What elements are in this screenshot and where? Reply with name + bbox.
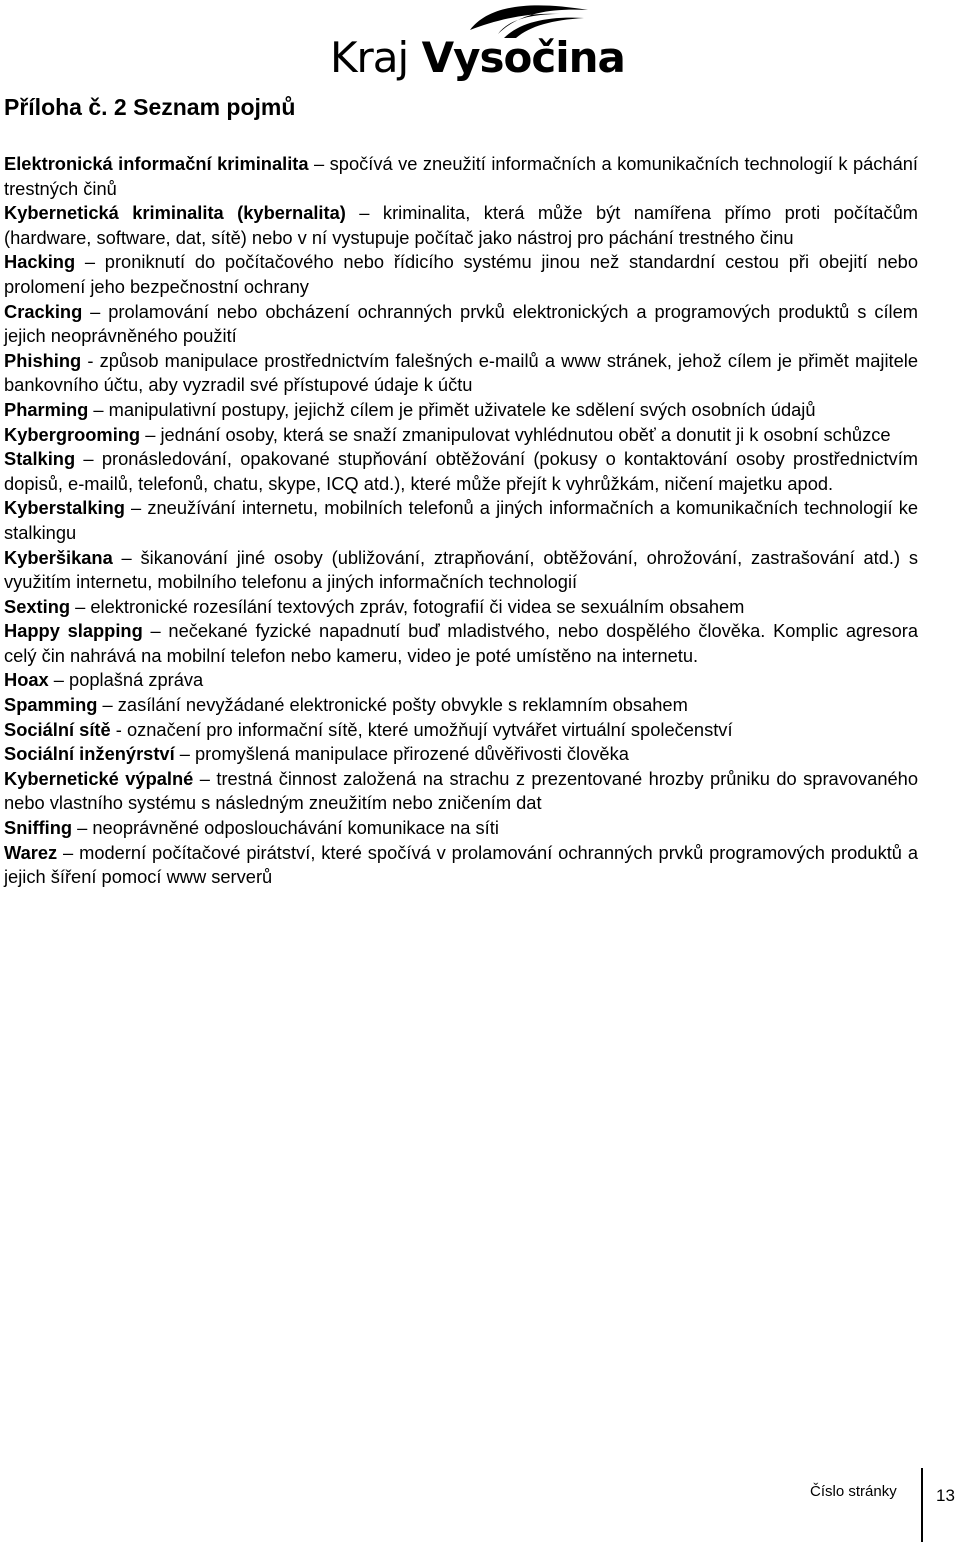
glossary-definition: proniknutí do počítačového nebo řídicího systému jinou než standardní cestou při obejití nebo prolomení jeho bezpečnostní ochrany xyxy=(4,251,918,297)
glossary-entry xyxy=(4,250,918,299)
glossary-list xyxy=(4,152,918,890)
glossary-entry xyxy=(4,447,918,496)
glossary-separator: – xyxy=(75,448,102,470)
glossary-term: Kyberstalking xyxy=(4,497,125,519)
glossary-term: Spamming xyxy=(4,694,98,716)
glossary-definition: elektronické rozesílání textových zpráv, fotografií či videa se sexuálním obsahem xyxy=(90,595,745,617)
glossary-term: Hoax xyxy=(4,669,49,691)
glossary-term: Kybernetická kriminalita (kybernalita) xyxy=(4,202,346,224)
page-number-label: Číslo stránky xyxy=(810,1483,897,1500)
glossary-definition: promyšlená manipulace přirozené důvěřivosti člověka xyxy=(195,743,629,765)
glossary-separator: – xyxy=(48,669,70,691)
glossary-definition: jednání osoby, která se snaží zmanipulovat vyhlédnutou oběť a donutit ji k osobní schůzce xyxy=(160,423,891,445)
glossary-term: Sociální sítě xyxy=(4,718,111,740)
glossary-separator: – xyxy=(82,300,109,322)
glossary-separator: – xyxy=(124,497,148,519)
glossary-separator: – xyxy=(70,595,91,617)
glossary-definition: neoprávněné odposlouchávání komunikace na síti xyxy=(92,817,499,839)
glossary-separator: – xyxy=(72,817,93,839)
glossary-definition: pronásledování, opakované stupňování obtěžování (pokusy o kontaktování osoby prostřednictvím dopisů, e-mailů, telefonů, chatu, skype, ICQ atd.), které může přejít k vyhrůžkám, ničení majetku apod. xyxy=(4,448,918,494)
glossary-definition: moderní počítačové pirátství, které spočívá v prolamování ochranných prvků programových produktů a jejich šíření pomocí www serverů xyxy=(4,841,918,888)
kraj-vysocina-logo xyxy=(330,0,625,84)
page-number: 13 xyxy=(936,1486,955,1505)
glossary-entry xyxy=(4,152,918,201)
glossary-entry xyxy=(4,496,918,545)
glossary-entry xyxy=(4,423,918,448)
glossary-entry xyxy=(4,693,918,718)
glossary-separator: - xyxy=(110,718,127,740)
page-title: Příloha č. 2 Seznam pojmů xyxy=(4,94,296,120)
glossary-term: Elektronická informační kriminalita xyxy=(4,153,309,174)
glossary-term: Kyberšikana xyxy=(4,546,113,568)
glossary-separator: – xyxy=(193,767,217,789)
glossary-definition: způsob manipulace prostřednictvím falešných e-mailů a www stránek, jehož cílem je přimět majitele bankovního účtu, aby vyzradil své přístupové údaje k účtu xyxy=(4,349,918,396)
glossary-entry xyxy=(4,595,918,620)
glossary-entry xyxy=(4,742,918,767)
glossary-definition: kriminalita, která může být namířena přímo proti počítačům (hardware, software, dat, sítě) nebo v ní vystupuje počítač jako nástroj pro páchání trestného činu xyxy=(4,202,918,248)
footer-divider xyxy=(921,1468,923,1542)
glossary-separator: – xyxy=(97,694,118,716)
logo-word-vysocina: Vysočina xyxy=(421,33,625,82)
glossary-term: Kybernetické výpalné xyxy=(4,767,194,789)
glossary-entry xyxy=(4,767,918,816)
glossary-term: Sociální inženýrství xyxy=(4,743,175,765)
glossary-term: Sniffing xyxy=(4,817,73,839)
glossary-definition: trestná činnost založená na strachu z prezentované hrozby průniku do spravovaného nebo vlastního systému s následným zneužitím nebo zničením dat xyxy=(4,767,918,814)
glossary-definition: označení pro informační sítě, které umožňují vytvářet virtuální společenství xyxy=(126,718,733,740)
glossary-term: Warez xyxy=(4,841,58,863)
glossary-entry xyxy=(4,718,918,743)
glossary-separator: – xyxy=(75,251,105,273)
glossary-definition: nečekané fyzické napadnutí buď mladistvého, nebo dospělého člověka. Komplic agresora celý čin nahrává na mobilní telefon nebo kameru, video je poté umístěno na internetu. xyxy=(4,620,918,666)
glossary-entry xyxy=(4,668,918,693)
glossary-separator: – xyxy=(174,743,196,765)
glossary-term: Cracking xyxy=(4,300,83,322)
glossary-separator: – xyxy=(308,153,330,174)
glossary-definition: prolamování nebo obcházení ochranných prvků elektronických a programových produktů s cílem jejich neoprávněného použití xyxy=(4,300,918,347)
glossary-separator: - xyxy=(81,349,100,371)
glossary-separator: – xyxy=(140,423,161,445)
glossary-separator: – xyxy=(142,620,169,642)
glossary-term: Kybergrooming xyxy=(4,423,141,445)
glossary-term: Happy slapping xyxy=(4,620,143,642)
glossary-term: Phishing xyxy=(4,349,82,371)
logo-text xyxy=(330,34,625,82)
glossary-term: Stalking xyxy=(4,448,76,470)
logo-word-kraj: Kraj xyxy=(330,33,409,82)
glossary-definition: šikanování jiné osoby (ubližování, ztrapňování, obtěžování, ohrožování, zastrašování atd.) s využitím internetu, mobilního telefonu a jiných informačních technologií xyxy=(4,546,918,593)
glossary-term: Hacking xyxy=(4,251,76,273)
glossary-separator: – xyxy=(345,202,383,224)
glossary-entry xyxy=(4,816,918,841)
glossary-entry xyxy=(4,619,918,668)
glossary-definition: manipulativní postupy, jejichž cílem je přimět uživatele ke sdělení svých osobních údajů xyxy=(108,398,816,420)
glossary-entry xyxy=(4,841,918,890)
glossary-separator: – xyxy=(57,841,80,863)
glossary-definition: spočívá ve zneužití informačních a komunikačních technologií k páchání trestných činů xyxy=(4,153,919,199)
glossary-separator: – xyxy=(112,546,141,568)
glossary-entry xyxy=(4,201,918,250)
glossary-entry xyxy=(4,349,918,398)
glossary-entry xyxy=(4,546,918,595)
glossary-entry xyxy=(4,398,918,423)
glossary-definition: poplašná zpráva xyxy=(69,669,204,691)
glossary-term: Pharming xyxy=(4,398,89,420)
glossary-term: Sexting xyxy=(4,595,71,617)
glossary-definition: zneužívání internetu, mobilních telefonů a jiných informačních a komunikačních technologií ke stalkingu xyxy=(4,497,918,543)
glossary-separator: – xyxy=(88,398,109,420)
glossary-definition: zasílání nevyžádané elektronické pošty obvykle s reklamním obsahem xyxy=(117,694,688,716)
glossary-entry xyxy=(4,300,918,349)
